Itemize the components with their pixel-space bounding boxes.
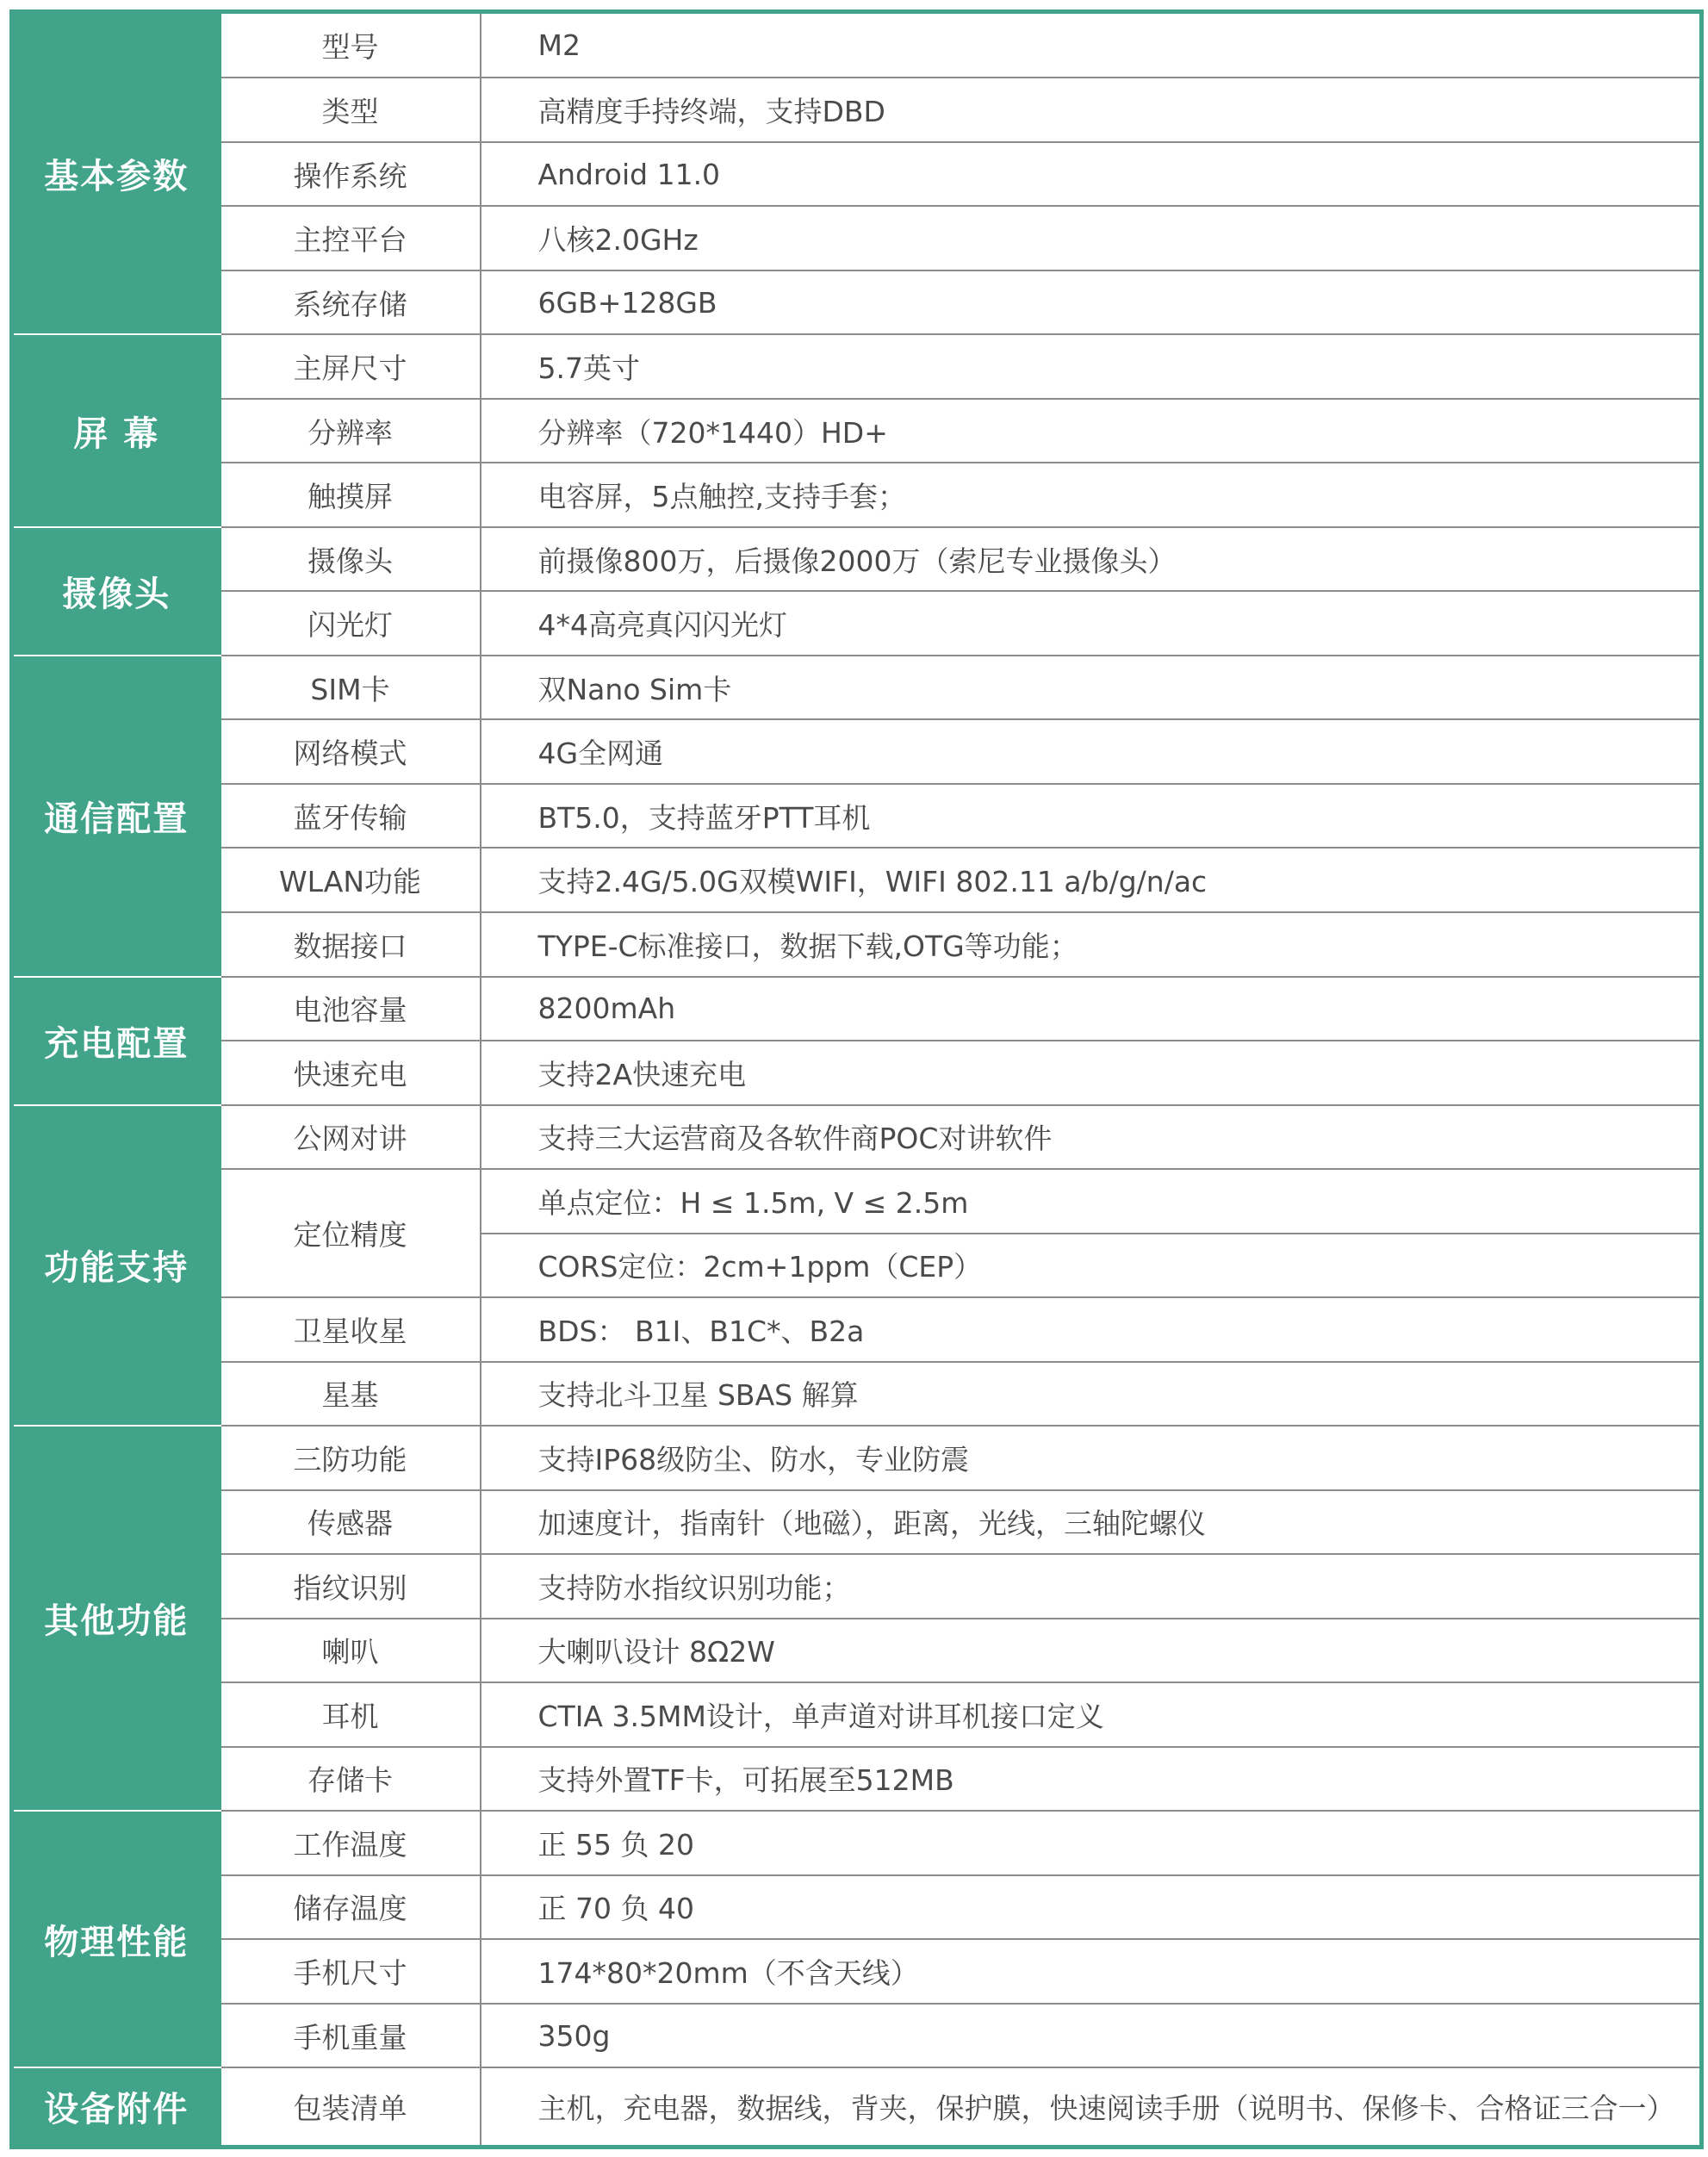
spec-row <box>12 1554 1702 1619</box>
category-label: 充电配置 <box>12 977 220 1105</box>
spec-label: 类型 <box>220 78 481 142</box>
spec-label: 定位精度 <box>220 1169 481 1297</box>
spec-value: BT5.0，支持蓝牙PTT耳机 <box>481 784 1702 849</box>
spec-row <box>12 1875 1702 1940</box>
spec-value: Android 11.0 <box>481 142 1702 207</box>
spec-value: 电容屏，5点触控,支持手套； <box>481 463 1702 527</box>
spec-row <box>12 334 1702 399</box>
spec-value: CTIA 3.5MM设计，单声道对讲耳机接口定义 <box>481 1682 1702 1747</box>
category-label: 设备附件 <box>12 2067 220 2147</box>
spec-value: 大喇叭设计 8Ω2W <box>481 1619 1702 1683</box>
spec-value: 单点定位：H ≤ 1.5m, V ≤ 2.5m <box>481 1169 1702 1234</box>
spec-label: 手机重量 <box>220 2004 481 2068</box>
spec-row <box>12 1426 1702 1490</box>
spec-value: 支持2.4G/5.0G双模WIFI，WIFI 802.11 a/b/g/n/ac <box>481 848 1702 912</box>
spec-value: 8200mAh <box>481 977 1702 1041</box>
spec-label: 操作系统 <box>220 142 481 207</box>
spec-row <box>12 1297 1702 1362</box>
spec-label: 耳机 <box>220 1682 481 1747</box>
spec-label: 主屏尺寸 <box>220 334 481 399</box>
spec-row <box>12 2004 1702 2068</box>
spec-row <box>12 1362 1702 1427</box>
spec-value: 支持外置TF卡，可拓展至512MB <box>481 1747 1702 1812</box>
category-label: 通信配置 <box>12 656 220 977</box>
spec-label: 工作温度 <box>220 1811 481 1875</box>
spec-value: 支持IP68级防尘、防水，专业防震 <box>481 1426 1702 1490</box>
spec-row <box>12 1747 1702 1812</box>
spec-row <box>12 912 1702 977</box>
spec-value: 八核2.0GHz <box>481 206 1702 270</box>
spec-row <box>12 848 1702 912</box>
spec-value: 正 55 负 20 <box>481 1811 1702 1875</box>
spec-value: 高精度手持终端，支持DBD <box>481 78 1702 142</box>
spec-value: 4G全网通 <box>481 719 1702 784</box>
spec-row <box>12 1939 1702 2004</box>
category-label: 摄像头 <box>12 527 220 656</box>
spec-row <box>12 719 1702 784</box>
spec-value: 4*4高亮真闪闪光灯 <box>481 591 1702 656</box>
spec-label: 星基 <box>220 1362 481 1427</box>
category-label: 物理性能 <box>12 1811 220 2067</box>
spec-row <box>12 591 1702 656</box>
spec-row <box>12 1041 1702 1105</box>
spec-row <box>12 977 1702 1041</box>
spec-row <box>12 656 1702 720</box>
spec-label: 闪光灯 <box>220 591 481 656</box>
spec-value: 174*80*20mm（不含天线） <box>481 1939 1702 2004</box>
spec-row <box>12 1490 1702 1555</box>
spec-row <box>12 270 1702 335</box>
spec-value: 分辨率（720*1440）HD+ <box>481 399 1702 463</box>
spec-value: 加速度计，指南针（地磁），距离，光线，三轴陀螺仪 <box>481 1490 1702 1555</box>
spec-table-body <box>12 12 1702 2148</box>
spec-value: TYPE-C标准接口，数据下载,OTG等功能； <box>481 912 1702 977</box>
spec-label: 指纹识别 <box>220 1554 481 1619</box>
spec-label: 三防功能 <box>220 1426 481 1490</box>
spec-row <box>12 142 1702 207</box>
spec-value: 前摄像800万，后摄像2000万（索尼专业摄像头） <box>481 527 1702 592</box>
spec-value: M2 <box>481 12 1702 78</box>
spec-label: 包装清单 <box>220 2067 481 2147</box>
spec-row <box>12 527 1702 592</box>
spec-row <box>12 784 1702 849</box>
category-label: 基本参数 <box>12 12 220 335</box>
spec-row <box>12 12 1702 78</box>
spec-row <box>12 1682 1702 1747</box>
spec-value: 支持三大运营商及各软件商POC对讲软件 <box>481 1105 1702 1170</box>
spec-label: 喇叭 <box>220 1619 481 1683</box>
spec-row <box>12 1169 1702 1234</box>
spec-label: 分辨率 <box>220 399 481 463</box>
category-label: 功能支持 <box>12 1105 220 1427</box>
spec-label: 存储卡 <box>220 1747 481 1812</box>
spec-row <box>12 399 1702 463</box>
spec-value: 正 70 负 40 <box>481 1875 1702 1940</box>
spec-label: 型号 <box>220 12 481 78</box>
spec-value: 5.7英寸 <box>481 334 1702 399</box>
spec-value: 支持北斗卫星 SBAS 解算 <box>481 1362 1702 1427</box>
spec-label: 触摸屏 <box>220 463 481 527</box>
category-label: 屏 幕 <box>12 334 220 527</box>
spec-label: 系统存储 <box>220 270 481 335</box>
spec-row <box>12 78 1702 142</box>
spec-table <box>9 9 1704 2149</box>
spec-row <box>12 463 1702 527</box>
spec-row <box>12 2067 1702 2147</box>
spec-label: 卫星收星 <box>220 1297 481 1362</box>
spec-row <box>12 1105 1702 1170</box>
spec-label: 网络模式 <box>220 719 481 784</box>
spec-label: 公网对讲 <box>220 1105 481 1170</box>
spec-value: 6GB+128GB <box>481 270 1702 335</box>
spec-value: 支持防水指纹识别功能； <box>481 1554 1702 1619</box>
spec-label: 蓝牙传输 <box>220 784 481 849</box>
spec-row <box>12 1811 1702 1875</box>
spec-value: 主机，充电器，数据线，背夹，保护膜，快速阅读手册（说明书、保修卡、合格证三合一） <box>481 2067 1702 2147</box>
spec-label: 摄像头 <box>220 527 481 592</box>
spec-label: 手机尺寸 <box>220 1939 481 2004</box>
spec-value: BDS： B1I、B1C*、B2a <box>481 1297 1702 1362</box>
spec-label: 电池容量 <box>220 977 481 1041</box>
spec-label: 主控平台 <box>220 206 481 270</box>
spec-row <box>12 206 1702 270</box>
spec-value: 支持2A快速充电 <box>481 1041 1702 1105</box>
spec-label: 快速充电 <box>220 1041 481 1105</box>
spec-label: 数据接口 <box>220 912 481 977</box>
category-label: 其他功能 <box>12 1426 220 1811</box>
spec-value: 双Nano Sim卡 <box>481 656 1702 720</box>
spec-label: 传感器 <box>220 1490 481 1555</box>
spec-label: 储存温度 <box>220 1875 481 1940</box>
spec-value: CORS定位：2cm+1ppm（CEP） <box>481 1234 1702 1298</box>
spec-label: WLAN功能 <box>220 848 481 912</box>
spec-value: 350g <box>481 2004 1702 2068</box>
spec-label: SIM卡 <box>220 656 481 720</box>
spec-row <box>12 1619 1702 1683</box>
